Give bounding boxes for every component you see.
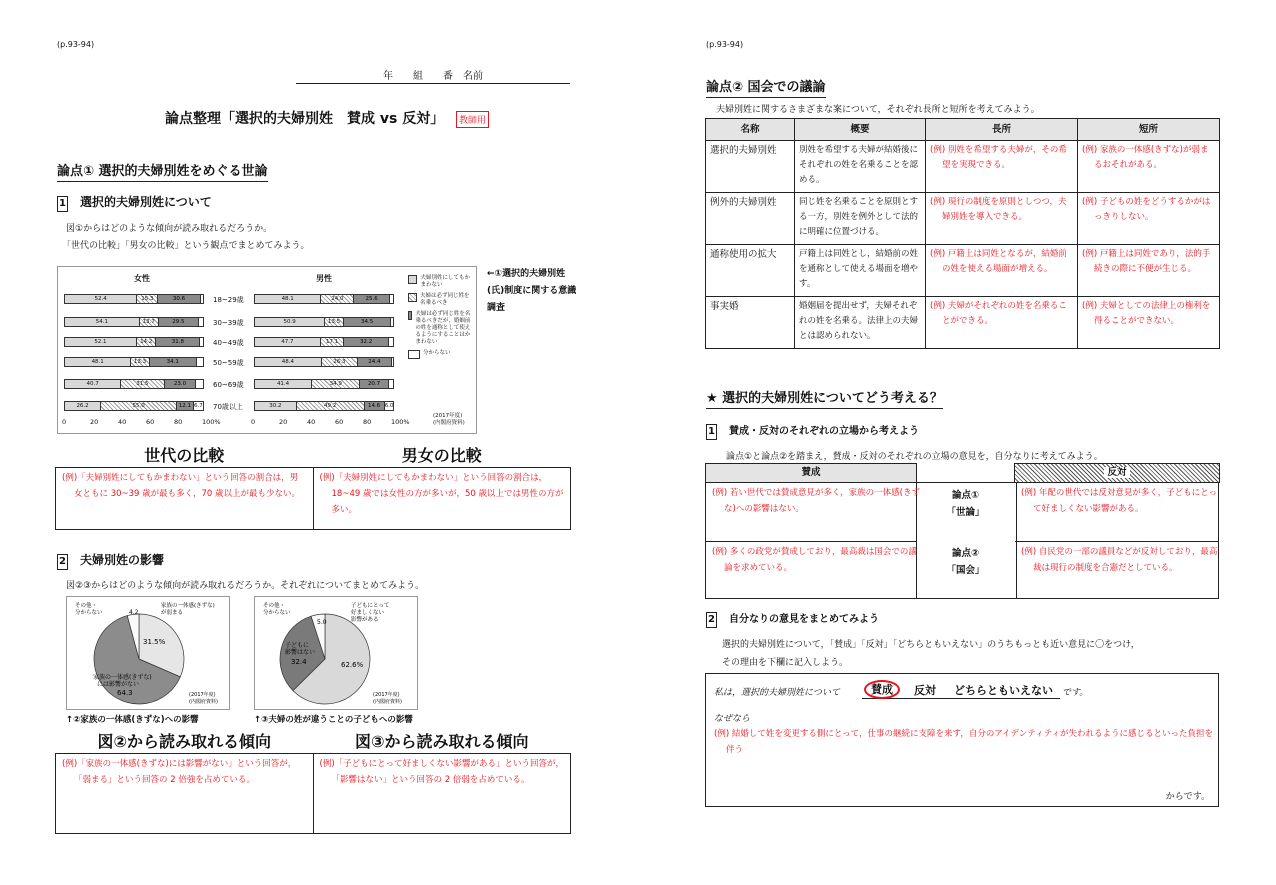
page-title: 論点整理「選択的夫婦別姓 賛成 vs 反対」 xyxy=(165,111,445,127)
figure2-caption: ↑②家族の一体感(きずな)への影響 xyxy=(66,715,199,725)
bar-row xyxy=(254,294,394,304)
section2-heading: 論点② 国会での議論 xyxy=(706,76,826,98)
bar-segment: 52.1 xyxy=(65,338,137,346)
proposal-header-pro: 長所 xyxy=(926,119,1078,141)
bar-segment: 40.7 xyxy=(65,380,121,388)
legend-swatch-4 xyxy=(408,350,420,359)
bar-segment xyxy=(197,358,203,366)
figure1-legend xyxy=(408,275,474,359)
closing-text: からです。 xyxy=(1165,792,1210,802)
pie2-source-1: (2017年度) xyxy=(189,692,216,698)
x-tick-label: 20 xyxy=(90,418,99,426)
bar-segment: 26.2 xyxy=(65,402,101,410)
bar-segment: 6.7 xyxy=(193,403,203,409)
bar-row xyxy=(254,337,394,347)
pie3-label-none-2: 影響はない xyxy=(285,649,316,656)
r-sub1-number: 1 xyxy=(706,424,717,440)
proposal-table xyxy=(705,118,1220,349)
bar-segment xyxy=(199,318,203,326)
bar-segment xyxy=(391,318,393,326)
bar-segment: 48.1 xyxy=(65,358,131,366)
proposal-header-summary: 概要 xyxy=(795,119,926,141)
proposal-pro[interactable]: (例) 別姓を希望する夫婦が，その希望を実現できる。 xyxy=(926,141,1078,193)
sub1-question-1: 図①からはどのような傾向が読み取れるだろうか。 xyxy=(66,224,273,234)
r-sub2-intro-1: 選択的夫婦別姓について，「賛成」「反対」「どちらともいえない」のうちもっとも近い意見に〇をつけ， xyxy=(722,640,1140,650)
name-line: 年 組 番 名前 xyxy=(296,67,570,84)
proposal-name: 選択的夫婦別姓 xyxy=(706,141,795,193)
debate-mid-2-label: 論点② xyxy=(951,548,980,559)
bar-segment xyxy=(200,338,203,346)
bar-segment: 15.3 xyxy=(137,295,158,303)
proposal-summary: 婚姻届を提出せず，夫婦それぞれの姓を名乗る。法律上の夫婦とは認められない。 xyxy=(795,297,926,349)
divider xyxy=(706,541,916,542)
proposal-con[interactable]: (例) 家族の一体感(きずな)が弱まるおそれがある。 xyxy=(1078,141,1220,193)
bar-segment: 13.3 xyxy=(131,358,149,366)
pie2-none-value: 64.3 xyxy=(117,689,133,697)
sub1-number: 1 xyxy=(57,196,68,212)
proposal-name: 通称使用の拡大 xyxy=(706,245,795,297)
bar-segment: 14.6 xyxy=(365,402,385,410)
proposal-summary: 同じ姓を名乗ることを原則とする一方，別姓を例外として法的に明確に位置づける。 xyxy=(795,193,926,245)
r-sub1-heading xyxy=(706,422,919,440)
proposal-con[interactable]: (例) 子どもの姓をどうするかがはっきりしない。 xyxy=(1078,193,1220,245)
x-tick-label: 60 xyxy=(335,418,344,426)
pie3-label-none: 子どもに xyxy=(285,642,310,649)
bar-segment: 41.4 xyxy=(255,380,312,388)
pie3-source-1: (2017年度) xyxy=(373,692,400,698)
compare-header-gender: 男女の比較 xyxy=(401,446,482,465)
bar-segment: 31.5 xyxy=(121,380,164,388)
choice-agree[interactable]: 賛成 xyxy=(864,680,900,699)
legend-swatch-3 xyxy=(408,311,412,320)
r-sub2-intro-2: その理由を下欄に記入しよう。 xyxy=(722,658,849,668)
bar-segment xyxy=(392,358,393,366)
debate-pro-1[interactable]: (例) 若い世代では賛成意見が多く，家族の一体感(きずな)への影響はない。 xyxy=(712,488,920,514)
reason-text[interactable]: (例) 結婚して姓を変更する側にとって，仕事の継続に支障を来す，自分のアイデンティティが失われるように感じるといった負担を伴う xyxy=(714,729,1214,755)
bar-segment: 54.1 xyxy=(65,318,140,326)
proposal-name: 事実婚 xyxy=(706,297,795,349)
debate-con-2[interactable]: (例) 自民党の一部の議員などが反対しており，最高裁は現行の制度を合憲だとしている。 xyxy=(1021,547,1218,573)
pie2-weaken-value: 31.5% xyxy=(143,638,166,646)
bar-row xyxy=(64,379,204,389)
pie2-label-other-2: 分からない xyxy=(75,610,103,616)
bar-segment: 26.3 xyxy=(322,358,358,366)
figure3-caption: ↑③夫婦の姓が違うことの子どもへの影響 xyxy=(254,715,413,725)
page-ref: (p.93-94) xyxy=(57,40,95,49)
category-label: 18~29歳 xyxy=(213,296,244,304)
bar-segment: 20.7 xyxy=(360,380,389,388)
star-heading: ★ 選択的夫婦別姓についてどう考える？ xyxy=(706,387,943,409)
section1-heading: 論点① 選択的夫婦別姓をめぐる世論 xyxy=(57,160,268,182)
female-label: 女性 xyxy=(134,274,150,283)
bar-segment: 34.9 xyxy=(312,380,360,388)
bar-row xyxy=(64,317,204,327)
debate-header-pro: 賛成 xyxy=(705,463,917,483)
proposal-header-name: 名称 xyxy=(706,119,795,141)
x-tick-label: 0 xyxy=(62,418,67,426)
opinion-choices xyxy=(862,680,1060,699)
legend-item-4 xyxy=(408,350,474,359)
proposal-con[interactable]: (例) 夫婦としての法律上の権利を得ることができない。 xyxy=(1078,297,1220,349)
bar-segment xyxy=(201,295,203,303)
r-sub2-number: 2 xyxy=(706,612,717,628)
category-label: 50~59歳 xyxy=(213,359,244,367)
x-tick-label: 80 xyxy=(363,418,372,426)
opinion-box xyxy=(705,673,1219,807)
figure1-chart xyxy=(57,266,477,434)
bar-row xyxy=(254,379,394,389)
bar-segment xyxy=(390,295,393,303)
figure2-pie-svg xyxy=(67,597,229,709)
figure1-source: (2017年度) (内閣府資料) xyxy=(433,413,465,426)
category-label: 70歳以上 xyxy=(213,403,243,411)
compare-gender-text[interactable]: (例)「夫婦別姓にしてもかまわない」という回答の割合は，18~49 歳では女性の方が多いが，50 歳以上では男性の方が多い。 xyxy=(313,468,571,530)
pie3-label-other-2: 分からない xyxy=(263,610,291,616)
x-tick-label: 20 xyxy=(279,418,288,426)
bar-segment: 50.9 xyxy=(255,318,325,326)
x-tick-label: 0 xyxy=(251,418,256,426)
debate-pro-2[interactable]: (例) 多くの政党が賛成しており，最高裁は国会での議論を求めている。 xyxy=(712,547,917,573)
pie3-label-bad: 子どもにとって xyxy=(351,603,390,609)
bar-segment: 30.6 xyxy=(158,295,200,303)
debate-table xyxy=(705,463,1219,599)
compare-header-generation: 世代の比較 xyxy=(144,446,225,465)
bar-row xyxy=(64,337,204,347)
debate-con-1[interactable]: (例) 年配の世代では反対意見が多く，子どもにとって好ましくない影響がある。 xyxy=(1021,488,1217,514)
bar-segment: 34.1 xyxy=(150,358,197,366)
trend-fig2-text[interactable]: (例)「家族の一体感(きずな)には影響がない」という回答が，「弱まる」という回答の 2 倍強を占めている。 xyxy=(56,754,314,834)
proposal-pro[interactable]: (例) 戸籍上は同姓となるが，結婚前の姓を使える場面が増える。 xyxy=(926,245,1078,297)
bar-segment: 17.1 xyxy=(321,338,345,346)
bar-row xyxy=(254,317,394,327)
legend-swatch-1 xyxy=(408,275,417,284)
bar-segment: 24.4 xyxy=(358,358,392,366)
trend-fig3-text[interactable]: (例)「子どもにとって好ましくない影響がある」という回答が，「影響はない」という回答の 2 倍弱を占めている。 xyxy=(313,754,571,834)
debate-mid-1-label: 論点① xyxy=(951,490,980,501)
bar-segment: 13.7 xyxy=(140,318,159,326)
proposal-summary: 戸籍上は同姓とし，結婚前の姓を通称として使える場面を増やす。 xyxy=(795,245,926,297)
proposal-pro[interactable]: (例) 夫婦がそれぞれの姓を名乗ることができる。 xyxy=(926,297,1078,349)
choice-disagree[interactable]: 反対 xyxy=(914,684,936,697)
figure1-caption: ←①選択的夫婦別姓(氏)制度に関する意識調査 xyxy=(487,269,577,313)
opinion-prefix: 私は，選択的夫婦別姓について xyxy=(714,688,840,698)
bar-segment: 23.0 xyxy=(165,380,197,388)
trend-header-fig3: 図③から読み取れる傾向 xyxy=(354,732,529,751)
bar-row xyxy=(64,357,204,367)
male-label: 男性 xyxy=(316,274,332,283)
category-label: 60~69歳 xyxy=(213,381,244,389)
because-label: なぜなら xyxy=(714,714,751,724)
r-sub1-title: 賛成・反対のそれぞれの立場から考えよう xyxy=(729,426,919,437)
debate-header-con xyxy=(1014,463,1220,483)
sub2-question: 図②③からはどのような傾向が読み取れるだろうか。それぞれについてまとめてみよう。 xyxy=(66,581,424,591)
bar-segment xyxy=(389,338,393,346)
sub1-title: 選択的夫婦別姓について xyxy=(80,195,212,209)
category-label: 30~39歳 xyxy=(213,319,244,327)
proposal-header-con: 短所 xyxy=(1078,119,1220,141)
bar-row xyxy=(64,401,204,411)
bar-row xyxy=(254,357,394,367)
x-tick-label: 80 xyxy=(174,418,183,426)
pie2-label-none-2: には影響がない xyxy=(97,681,140,688)
pie3-label-bad-3: 影響がある xyxy=(351,617,379,623)
debate-mid-1-sub: 「世論」 xyxy=(946,507,985,518)
compare-generation-text[interactable]: (例)「夫婦別姓にしてもかまわない」という回答の割合は，男女ともに 30~39 歳が最も多く，70 歳以上が最も少ない。 xyxy=(56,468,314,530)
figure3-pie xyxy=(254,596,418,710)
legend-item-3 xyxy=(408,311,474,346)
bar-segment: 12.1 xyxy=(177,402,194,410)
trend-table xyxy=(55,728,571,834)
legend-item-2 xyxy=(408,293,474,307)
sub2-title: 夫婦別姓の影響 xyxy=(80,553,165,567)
category-label: 40~49歳 xyxy=(213,339,244,347)
bar-segment: 25.6 xyxy=(354,295,389,303)
legend-label-2: 夫婦は必ず同じ姓を名乗るべき xyxy=(420,293,470,306)
r-sub1-intro: 論点①と論点②を踏まえ，賛成・反対のそれぞれの立場の意見を，自分なりに考えてみよう。 xyxy=(726,452,1103,462)
x-tick-label: 100% xyxy=(391,418,410,426)
pie2-label-weaken: 家族の一体感(きずな) xyxy=(161,603,215,609)
page-ref-right: (p.93-94) xyxy=(706,40,744,49)
pie2-label-none: 家族の一体感(きずな) xyxy=(93,674,152,681)
legend-label-4: 分からない xyxy=(423,350,451,356)
x-tick-label: 40 xyxy=(307,418,316,426)
bar-segment: 48.4 xyxy=(255,358,322,366)
x-tick-label: 100% xyxy=(202,418,221,426)
bar-segment: 48.1 xyxy=(255,295,321,303)
proposal-name: 例外的夫婦別姓 xyxy=(706,193,795,245)
teacher-badge: 教師用 xyxy=(456,111,489,128)
pie3-label-other: その他・ xyxy=(263,603,286,609)
bar-segment: 29.5 xyxy=(159,318,200,326)
pie2-source-2: (内閣府資料) xyxy=(189,699,218,705)
legend-swatch-2 xyxy=(408,293,417,302)
legend-label-3: 夫婦は必ず同じ姓を名乗るべきだが，婚姻前の姓を通称として使えるようにすることはかまわない xyxy=(415,311,471,345)
sub2-heading xyxy=(57,551,164,570)
choice-neutral[interactable]: どちらともいえない xyxy=(954,684,1053,697)
bar-segment: 14.2 xyxy=(137,338,157,346)
bar-row xyxy=(64,294,204,304)
figure2-pie xyxy=(66,596,230,710)
pie2-label-other: その他・ xyxy=(75,603,98,609)
proposal-con[interactable]: (例) 戸籍上は同姓であり，法的手続きの際に不便が生じる。 xyxy=(1078,245,1220,297)
legend-item-1 xyxy=(408,275,474,289)
x-tick-label: 60 xyxy=(146,418,155,426)
pie3-none-value: 32.4 xyxy=(291,658,307,666)
pie2-other-value: 4.2 xyxy=(129,609,139,616)
bar-segment: 47.7 xyxy=(255,338,321,346)
opinion-suffix: です。 xyxy=(1062,688,1089,698)
x-tick-label: 40 xyxy=(118,418,127,426)
debate-mid-1 xyxy=(916,487,1015,521)
proposal-summary: 別姓を希望する夫婦が結婚後にそれぞれの姓を名乗ることを認める。 xyxy=(795,141,926,193)
bar-segment: 13.5 xyxy=(325,318,344,326)
legend-label-1: 夫婦別姓にしてもかまわない xyxy=(420,275,470,288)
pie2-label-weaken-2: が弱まる xyxy=(161,610,184,616)
trend-header-fig2: 図②から読み取れる傾向 xyxy=(97,732,272,751)
pie3-source-2: (内閣府資料) xyxy=(373,699,402,705)
divider xyxy=(1015,541,1218,542)
bar-segment xyxy=(389,380,393,388)
figure3-pie-svg xyxy=(255,597,417,709)
r-sub2-title: 自分なりの意見をまとめてみよう xyxy=(729,614,879,625)
sub2-number: 2 xyxy=(57,554,68,570)
sub1-heading xyxy=(57,193,212,212)
bar-segment: 55.0 xyxy=(101,402,177,410)
bar-segment: 6.0 xyxy=(384,403,393,409)
bar-segment: 32.2 xyxy=(344,338,388,346)
bar-row xyxy=(254,401,394,411)
debate-mid-2-sub: 「国会」 xyxy=(946,565,985,576)
compare-table xyxy=(55,442,571,530)
debate-header-con-label: 反対 xyxy=(1104,467,1129,478)
section2-intro: 夫婦別姓に関するさまざまな案について，それぞれ長所と短所を考えてみよう。 xyxy=(716,105,1040,115)
pie3-other-value: 5.0 xyxy=(317,619,327,626)
bar-segment: 24.0 xyxy=(321,295,354,303)
proposal-pro[interactable]: (例) 現行の制度を原則としつつ，夫婦別姓を導入できる。 xyxy=(926,193,1078,245)
bar-segment xyxy=(196,380,203,388)
debate-body xyxy=(705,482,1219,599)
pie3-label-bad-2: 好ましくない xyxy=(351,610,385,616)
bar-segment: 30.2 xyxy=(255,402,297,410)
r-sub2-heading xyxy=(706,610,879,628)
bar-segment: 34.5 xyxy=(344,318,392,326)
bar-segment: 52.4 xyxy=(65,295,137,303)
debate-mid-2 xyxy=(916,545,1015,579)
pie3-bad-value: 62.6% xyxy=(341,661,364,669)
bar-segment: 31.8 xyxy=(156,338,200,346)
sub1-question-2: 「世代の比較」「男女の比較」という観点でまとめてみよう。 xyxy=(62,241,310,251)
bar-segment: 49.2 xyxy=(297,402,365,410)
